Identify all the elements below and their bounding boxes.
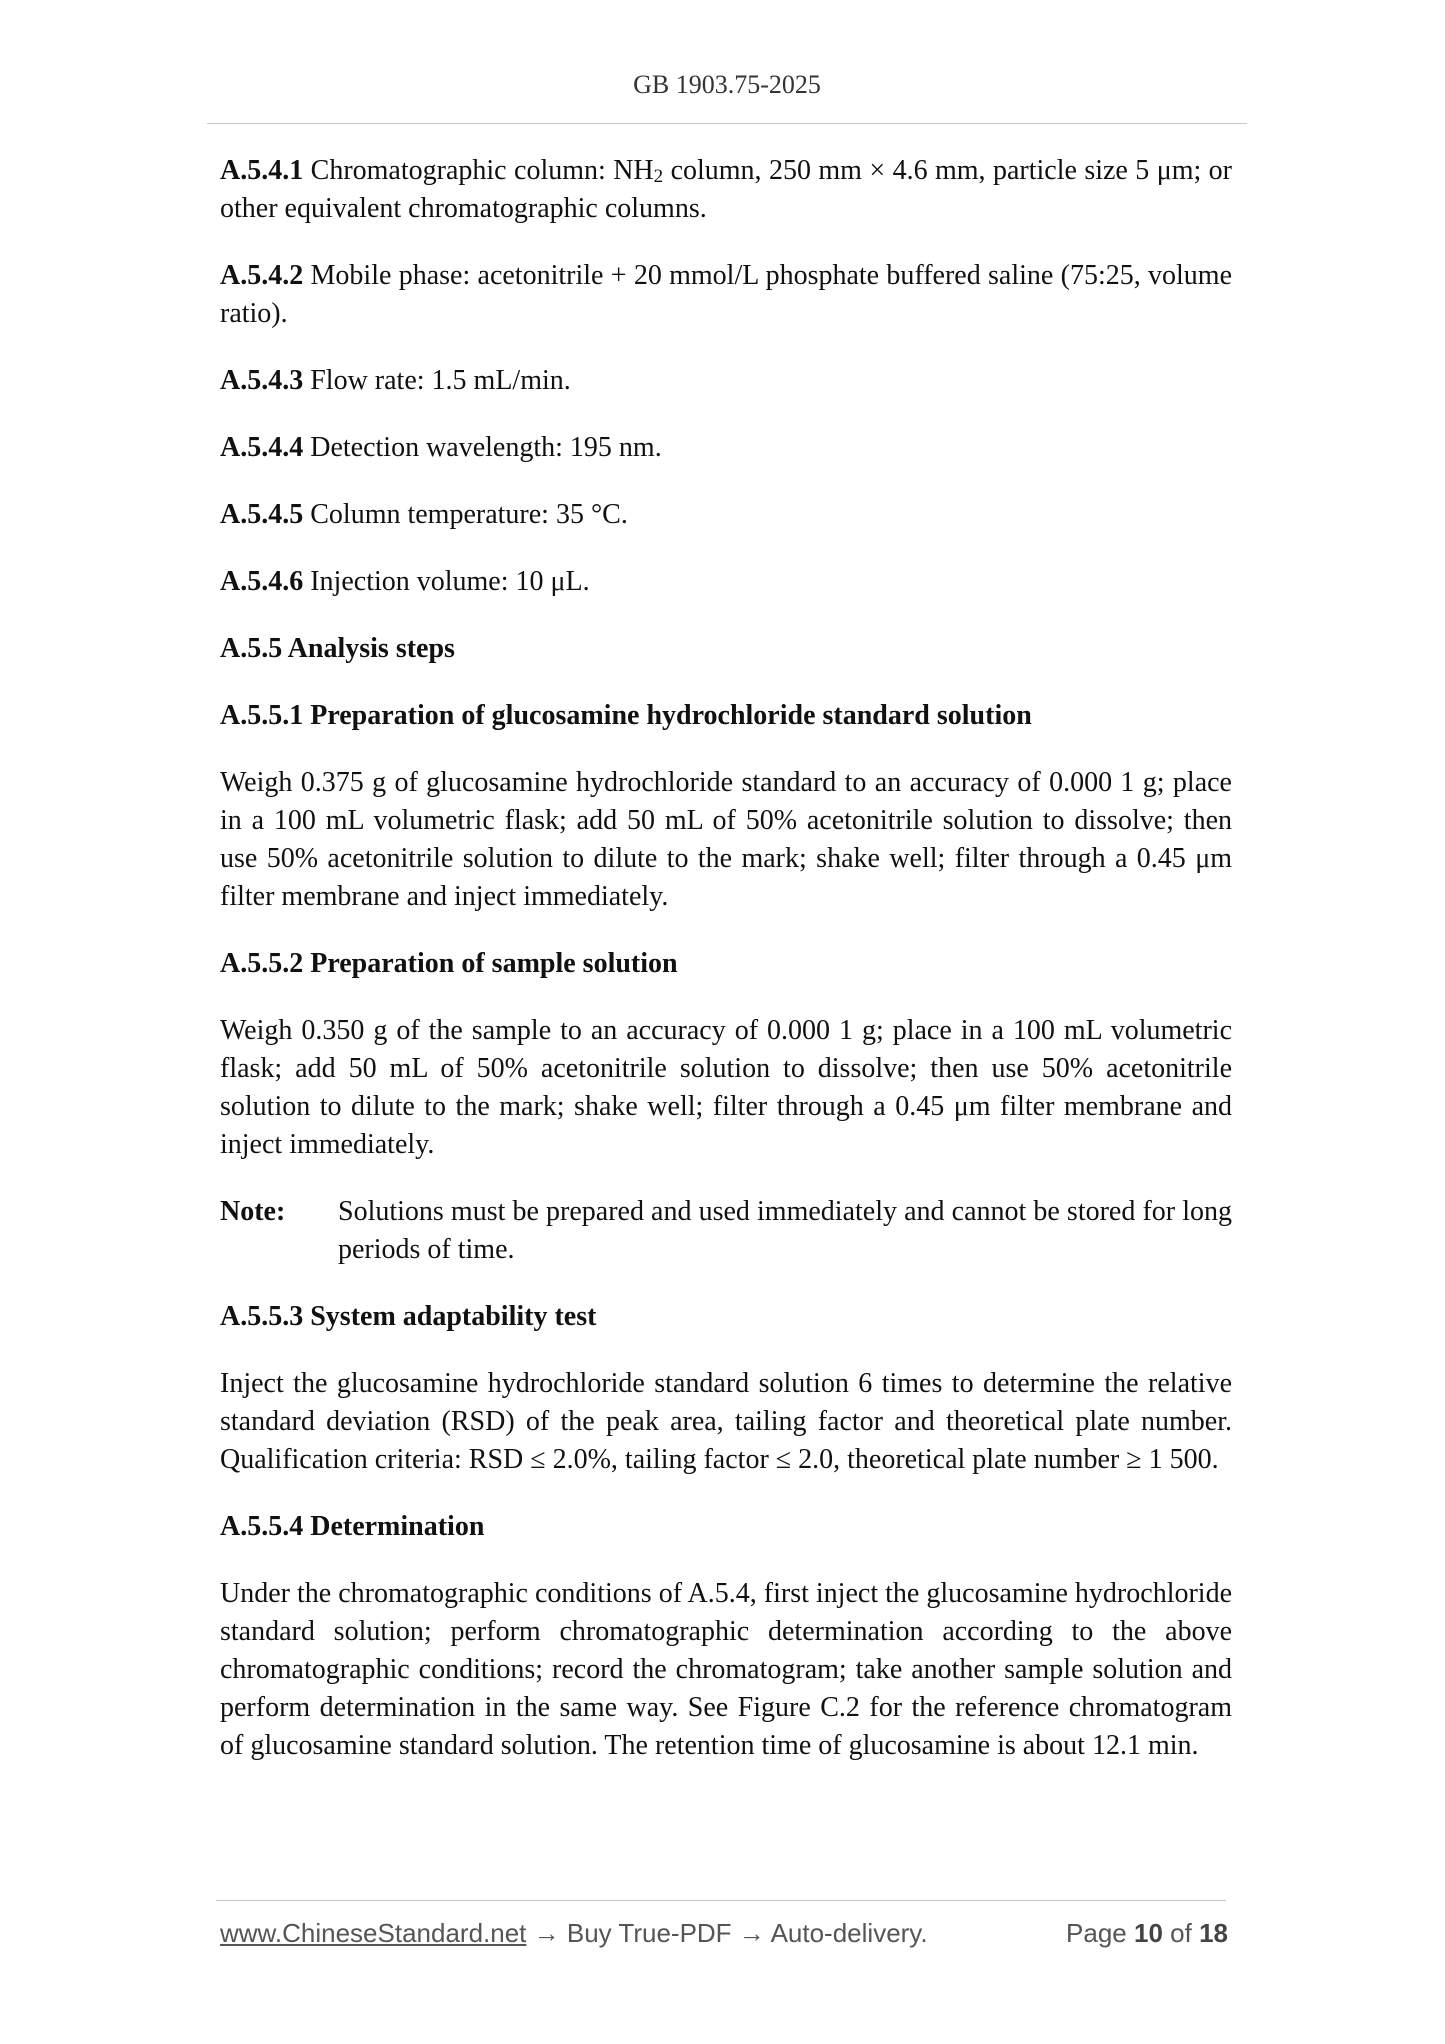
clause-text: Column temperature: 35 °C.	[303, 499, 628, 530]
footer-rule	[216, 1900, 1226, 1901]
clause-a-5-4-2	[220, 257, 1232, 333]
clause-number: A.5.4.5	[220, 499, 304, 530]
page-current: 10	[1134, 1918, 1163, 1948]
clause-a-5-4-5	[220, 496, 1232, 534]
footer-promo	[220, 1918, 928, 1949]
paragraph-standard-solution: Weigh 0.375 g of glucosamine hydrochloride standard to an accuracy of 0.000 1 g; place in a 100 mL volumetric flask; add 50 mL of 50% acetonitrile solution to dissolve; then use 50% acetonitrile solution to dilute to the mark; shake well; filter through a 0.45 μm filter membrane and inject immediately.	[220, 767, 1232, 912]
promo-text: → Buy True-PDF → Auto-delivery.	[526, 1918, 928, 1948]
site-link[interactable]: www.ChineseStandard.net	[220, 1918, 527, 1948]
section-heading-sample-solution: A.5.5.2 Preparation of sample solution	[220, 948, 678, 979]
note-text: Solutions must be prepared and used immediately and cannot be stored for long periods of time.	[338, 1196, 1232, 1265]
clause-a-5-4-3	[220, 362, 1232, 400]
clause-number: A.5.4.4	[220, 432, 304, 463]
clause-number: A.5.4.6	[220, 566, 304, 597]
subscript: 2	[653, 165, 664, 187]
clause-text: column, 250 mm × 4.6 mm, particle size 5 μm; or other equivalent chromatographic columns.	[220, 155, 1233, 224]
paragraph-sample-solution: Weigh 0.350 g of the sample to an accuracy of 0.000 1 g; place in a 100 mL volumetric flask; add 50 mL of 50% acetonitrile solution to dissolve; then use 50% acetonitrile solution to dilute to the mark; shake well; filter through a 0.45 μm filter membrane and inject immediately.	[220, 1015, 1232, 1160]
clause-number: A.5.4.2	[220, 260, 304, 291]
running-header: GB 1903.75-2025	[633, 70, 821, 99]
clause-text: Flow rate: 1.5 mL/min.	[303, 365, 571, 396]
paragraph-determination: Under the chromatographic conditions of A.5.4, first inject the glucosamine hydrochloride standard solution; perform chromatographic determination according to the above chromatographic conditions; record the chromatogram; take another sample solution and perform determination in the same way. See Figure C.2 for the reference chromatogram of glucosamine standard solution. The retention time of glucosamine is about 12.1 min.	[220, 1578, 1232, 1761]
clause-text: Chromatographic column: NH	[303, 155, 654, 186]
section-heading-standard-solution: A.5.5.1 Preparation of glucosamine hydrochloride standard solution	[220, 700, 1032, 731]
page-content	[220, 152, 1232, 1765]
section-heading-system-test: A.5.5.3 System adaptability test	[220, 1301, 597, 1332]
note-block	[220, 1193, 1232, 1269]
page-label: Page	[1066, 1918, 1127, 1948]
clause-number: A.5.4.1	[220, 155, 304, 186]
of-label: of	[1170, 1918, 1192, 1948]
paragraph-system-test: Inject the glucosamine hydrochloride standard solution 6 times to determine the relative standard deviation (RSD) of the peak area, tailing factor and theoretical plate number. Qualification criteria: RSD ≤ 2.0%, tailing factor ≤ 2.0, theoretical plate number ≥ 1 500.	[220, 1368, 1232, 1475]
section-heading-determination: A.5.5.4 Determination	[220, 1511, 485, 1542]
section-heading-analysis-steps: A.5.5 Analysis steps	[220, 633, 455, 664]
clause-a-5-4-6	[220, 563, 1232, 601]
note-label: Note:	[220, 1196, 286, 1227]
page-total: 18	[1199, 1918, 1228, 1948]
header-rule	[207, 123, 1247, 124]
page-number	[1066, 1918, 1228, 1949]
clause-a-5-4-1	[220, 152, 1232, 228]
page-footer	[220, 1918, 1228, 1954]
clause-text: Injection volume: 10 μL.	[303, 566, 590, 597]
clause-a-5-4-4	[220, 429, 1232, 467]
clause-text: Detection wavelength: 195 nm.	[303, 432, 662, 463]
clause-number: A.5.4.3	[220, 365, 304, 396]
clause-text: Mobile phase: acetonitrile + 20 mmol/L phosphate buffered saline (75:25, volume ratio).	[220, 260, 1232, 329]
